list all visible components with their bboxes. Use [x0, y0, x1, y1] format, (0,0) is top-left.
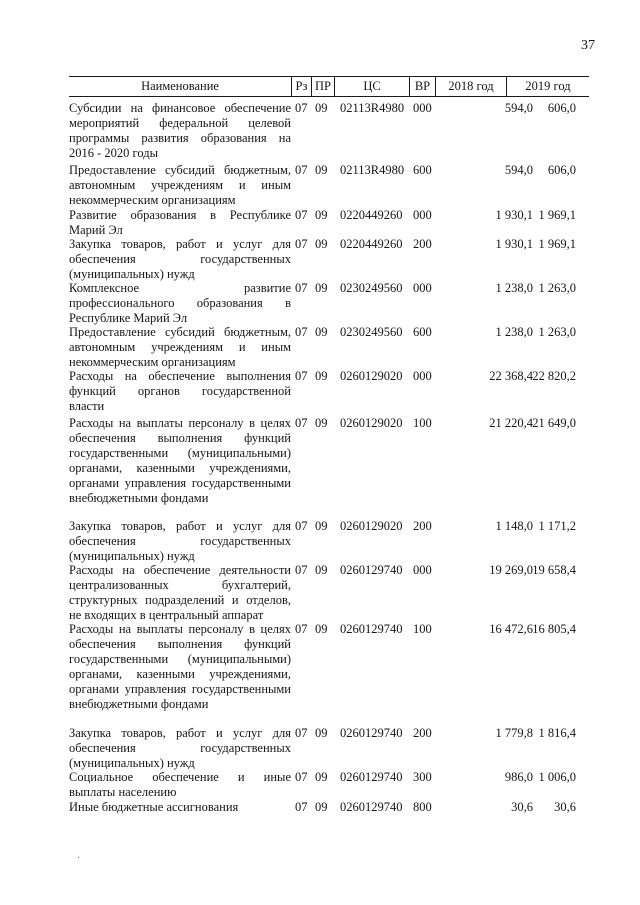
row-name: Расходы на обеспечение выполнения функций органов государственной власти	[69, 369, 291, 413]
row-2018: 1 779,8	[495, 726, 533, 740]
row-rz: 07	[295, 563, 308, 577]
row-vr: 200	[413, 237, 432, 251]
row-name: Иные бюджетные ассигнования	[69, 800, 239, 814]
row-rz: 07	[295, 163, 308, 177]
row-cs: 0260129740	[340, 726, 403, 740]
row-rz: 07	[295, 726, 308, 740]
row-name: Социальное обеспечение и иные выплаты населению	[69, 770, 291, 799]
row-pr: 09	[315, 800, 328, 814]
row-name: Расходы на обеспечение деятельности централизованных бухгалтерий, структурных подразделений и отделов, не входящих в центральный аппарат	[69, 563, 291, 622]
row-2019: 16 805,4	[532, 622, 576, 636]
row-rz: 07	[295, 800, 308, 814]
row-pr: 09	[315, 369, 328, 383]
row-vr: 800	[413, 800, 432, 814]
row-pr: 09	[315, 519, 328, 533]
row-2019: 1 006,0	[538, 770, 576, 784]
row-pr: 09	[315, 416, 328, 430]
row-name: Расходы на выплаты персоналу в целях обеспечения выполнения функций государственными (муниципальными) органами, казенными учреждениями, органами управления государственными внебюджетными фондами	[69, 622, 291, 711]
row-rz: 07	[295, 369, 308, 383]
row-pr: 09	[315, 281, 328, 295]
row-rz: 07	[295, 325, 308, 339]
header-vr: ВР	[414, 79, 431, 93]
row-pr: 09	[315, 622, 328, 636]
header-cs: ЦС	[363, 79, 381, 93]
row-name: Закупка товаров, работ и услуг для обеспечения государственных (муниципальных) нужд	[69, 726, 291, 770]
row-2019: 606,0	[547, 101, 576, 115]
row-cs: 0230249560	[340, 281, 403, 295]
row-name: Развитие образования в Республике Марий Эл	[69, 208, 291, 237]
row-2018: 1 930,1	[495, 208, 533, 222]
row-cs: 0260129740	[340, 622, 403, 636]
row-vr: 000	[413, 281, 432, 295]
row-name: Предоставление субсидий бюджетным, автономным учреждениям и иным некоммерческим организациям	[69, 163, 291, 207]
header-name: Наименование	[141, 79, 219, 93]
row-pr: 09	[315, 770, 328, 784]
row-pr: 09	[315, 208, 328, 222]
row-2018: 21 220,4	[489, 416, 533, 430]
row-rz: 07	[295, 770, 308, 784]
row-name: Комплексное развитие профессионального образования в Республике Марий Эл	[69, 281, 291, 325]
row-vr: 000	[413, 208, 432, 222]
row-pr: 09	[315, 237, 328, 251]
row-2018: 1 238,0	[495, 325, 533, 339]
row-2018: 1 930,1	[495, 237, 533, 251]
row-cs: 02113R4980	[340, 101, 405, 115]
header-rz: Рз	[295, 79, 308, 93]
row-2019: 19 658,4	[532, 563, 576, 577]
row-vr: 600	[413, 325, 432, 339]
row-vr: 200	[413, 519, 432, 533]
row-2019: 1 969,1	[538, 208, 576, 222]
row-vr: 000	[413, 101, 432, 115]
row-2018: 986,0	[504, 770, 533, 784]
row-pr: 09	[315, 563, 328, 577]
row-2018: 22 368,4	[489, 369, 533, 383]
row-vr: 600	[413, 163, 432, 177]
row-2019: 22 820,2	[532, 369, 576, 383]
row-rz: 07	[295, 208, 308, 222]
scan-speck: ·	[77, 853, 81, 864]
row-2019: 21 649,0	[532, 416, 576, 430]
row-2019: 1 969,1	[538, 237, 576, 251]
row-2018: 594,0	[504, 101, 533, 115]
row-rz: 07	[295, 416, 308, 430]
row-2019: 1 263,0	[538, 281, 576, 295]
row-2018: 16 472,6	[489, 622, 533, 636]
row-name: Закупка товаров, работ и услуг для обеспечения государственных (муниципальных) нужд	[69, 519, 291, 563]
row-rz: 07	[295, 101, 308, 115]
row-cs: 0220449260	[340, 208, 403, 222]
row-cs: 0260129020	[340, 519, 403, 533]
row-name: Субсидии на финансовое обеспечение мероприятий федеральной целевой программы развития образования на 2016 - 2020 годы	[69, 101, 291, 160]
row-cs: 0260129020	[340, 416, 403, 430]
header-pr: ПР	[315, 79, 331, 93]
row-2019: 1 263,0	[538, 325, 576, 339]
row-2019: 606,0	[547, 163, 576, 177]
row-pr: 09	[315, 325, 328, 339]
row-2018: 30,6	[511, 800, 533, 814]
row-vr: 100	[413, 416, 432, 430]
row-2018: 19 269,0	[489, 563, 533, 577]
row-rz: 07	[295, 237, 308, 251]
row-vr: 300	[413, 770, 432, 784]
page-number: 37	[581, 38, 595, 53]
row-pr: 09	[315, 101, 328, 115]
row-2018: 1 148,0	[495, 519, 533, 533]
row-cs: 0260129740	[340, 563, 403, 577]
row-cs: 0230249560	[340, 325, 403, 339]
row-cs: 0260129740	[340, 800, 403, 814]
row-cs: 02113R4980	[340, 163, 405, 177]
table-header	[69, 76, 589, 97]
row-cs: 0260129020	[340, 369, 403, 383]
row-cs: 0220449260	[340, 237, 403, 251]
header-2019: 2019 год	[525, 79, 571, 93]
row-rz: 07	[295, 281, 308, 295]
row-pr: 09	[315, 726, 328, 740]
row-rz: 07	[295, 622, 308, 636]
row-2019: 30,6	[554, 800, 576, 814]
row-2018: 1 238,0	[495, 281, 533, 295]
row-name: Закупка товаров, работ и услуг для обеспечения государственных (муниципальных) нужд	[69, 237, 291, 281]
row-vr: 000	[413, 369, 432, 383]
row-2018: 594,0	[504, 163, 533, 177]
row-name: Предоставление субсидий бюджетным, автономным учреждениям и иным некоммерческим организациям	[69, 325, 291, 369]
row-rz: 07	[295, 519, 308, 533]
header-2018: 2018 год	[448, 79, 494, 93]
row-2019: 1 171,2	[538, 519, 576, 533]
row-vr: 000	[413, 563, 432, 577]
row-vr: 100	[413, 622, 432, 636]
row-cs: 0260129740	[340, 770, 403, 784]
row-pr: 09	[315, 163, 328, 177]
row-vr: 200	[413, 726, 432, 740]
row-2019: 1 816,4	[538, 726, 576, 740]
row-name: Расходы на выплаты персоналу в целях обеспечения выполнения функций государственными (муниципальными) органами, казенными учреждениями, органами управления государственными внебюджетными фондами	[69, 416, 291, 505]
